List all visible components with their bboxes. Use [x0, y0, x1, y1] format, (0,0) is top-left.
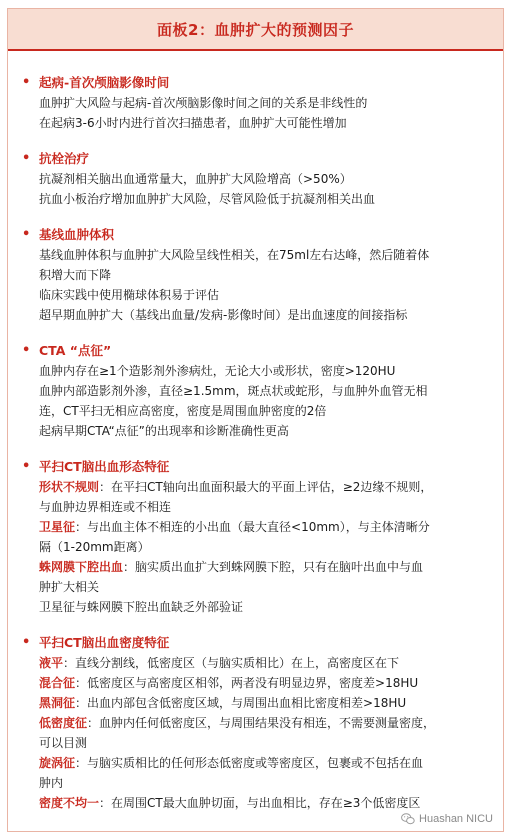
bullet-icon: • [22, 635, 31, 650]
panel-content [8, 73, 503, 813]
section-onset-time [16, 73, 487, 133]
section-line [39, 693, 487, 713]
term-text: ：直线分割线，低密度区（与脑实质相比）在上，高密度区在下 [63, 656, 400, 670]
term-label: 液平 [39, 656, 64, 670]
term-label: 形状不规则 [39, 480, 100, 494]
term-text: 可以目测 [39, 736, 88, 750]
section-line [39, 733, 487, 753]
section-line [39, 597, 487, 617]
term-text: ：低密度区与高密度区相邻，两者没有明显边界，密度差>18HU [75, 676, 419, 690]
term-label: 旋涡征 [39, 756, 76, 770]
section-line: 临床实践中使用椭球体积易于评估 [39, 288, 220, 302]
section-title: CTA “点征” [39, 343, 112, 358]
wechat-icon [401, 813, 415, 825]
panel-title: 面板2：血肿扩大的预测因子 [157, 20, 354, 39]
section-title: 抗栓治疗 [39, 151, 90, 166]
section-title: 起病-首次颅脑影像时间 [39, 75, 170, 90]
term-text: ：出血内部包含低密度区域，与周围出血相比密度相差>18HU [75, 696, 407, 710]
section-line: 抗血小板治疗增加血肿扩大风险，尽管风险低于抗凝剂相关出血 [39, 192, 376, 206]
section-title: 基线血肿体积 [39, 227, 115, 242]
term-label: 黑洞征 [39, 696, 76, 710]
term-label: 卫星征 [39, 520, 76, 534]
bullet-icon: • [22, 343, 31, 358]
term-text: ：与出血主体不相连的小出血（最大直径<10mm），与主体清晰分 [75, 520, 430, 534]
section-line: 血肿内存在≥1个造影剂外渗病灶，无论大小或形状，密度>120HU [39, 364, 396, 378]
section-line: 积增大而下降 [39, 268, 112, 282]
bullet-icon: • [22, 227, 31, 242]
section-line: 在起病3-6小时内进行首次扫描患者，血肿扩大可能性增加 [39, 116, 347, 130]
term-text: ：在平扫CT轴向出血面积最大的平面上评估，≥2边缘不规则， [99, 480, 433, 494]
section-line [39, 537, 487, 557]
section-line [39, 713, 487, 733]
term-text: ：在周围CT最大血肿切面，与出血相比，存在≥3个低密度区 [99, 796, 421, 810]
section-cta-spot-sign [16, 341, 487, 441]
section-line [39, 773, 487, 793]
bullet-icon: • [22, 75, 31, 90]
watermark-text: Huashan NICU [419, 813, 493, 825]
figure-panel [7, 8, 504, 832]
section-ct-density [16, 633, 487, 813]
section-line [39, 517, 487, 537]
term-label: 蛛网膜下腔出血 [39, 560, 124, 574]
section-line: 抗凝剂相关脑出血通常量大，血肿扩大风险增高（>50%） [39, 172, 352, 186]
term-text: ：与脑实质相比的任何形态低密度或等密度区，包裹或不包括在血 [75, 756, 424, 770]
term-text: 肿内 [39, 776, 64, 790]
section-line: 连，CT平扫无相应高密度，密度是周围血肿密度的2倍 [39, 404, 327, 418]
term-text: 肿扩大相关 [39, 580, 100, 594]
section-title: 平扫CT脑出血形态特征 [39, 459, 170, 474]
section-line: 基线血肿体积与血肿扩大风险呈线性相关，在75ml左右达峰，然后随着体 [39, 248, 430, 262]
section-line [39, 653, 487, 673]
section-line: 血肿扩大风险与起病-首次颅脑影像时间之间的关系是非线性的 [39, 96, 368, 110]
section-baseline-volume [16, 225, 487, 325]
section-line [39, 577, 487, 597]
section-line [39, 793, 487, 813]
term-text: ：血肿内任何低密度区，与周围结果没有相连，不需要测量密度， [87, 716, 436, 730]
section-line: 起病早期CTA“点征”的出现率和诊断准确性更高 [39, 424, 289, 438]
section-title: 平扫CT脑出血密度特征 [39, 635, 170, 650]
bullet-icon: • [22, 151, 31, 166]
section-line [39, 557, 487, 577]
watermark [401, 813, 493, 825]
term-text: ：脑实质出血扩大到蛛网膜下腔，只有在脑叶出血中与血 [123, 560, 424, 574]
section-line: 超早期血肿扩大（基线出血量/发病-影像时间）是出血速度的间接指标 [39, 308, 408, 322]
term-label: 低密度征 [39, 716, 88, 730]
term-label: 密度不均一 [39, 796, 100, 810]
section-line [39, 477, 487, 497]
section-antithrombotic [16, 149, 487, 209]
section-ct-shape [16, 457, 487, 617]
section-line [39, 497, 487, 517]
panel-header [8, 9, 503, 51]
section-line [39, 753, 487, 773]
section-line [39, 673, 487, 693]
term-text: 卫星征与蛛网膜下腔出血缺乏外部验证 [39, 600, 244, 614]
term-text: 与血肿边界相连或不相连 [39, 500, 172, 514]
bullet-icon: • [22, 459, 31, 474]
term-label: 混合征 [39, 676, 76, 690]
section-line: 血肿内部造影剂外渗，直径≥1.5mm，斑点状或蛇形，与血肿外血管无相 [39, 384, 428, 398]
term-text: 隔（1-20mm距离） [39, 540, 150, 554]
